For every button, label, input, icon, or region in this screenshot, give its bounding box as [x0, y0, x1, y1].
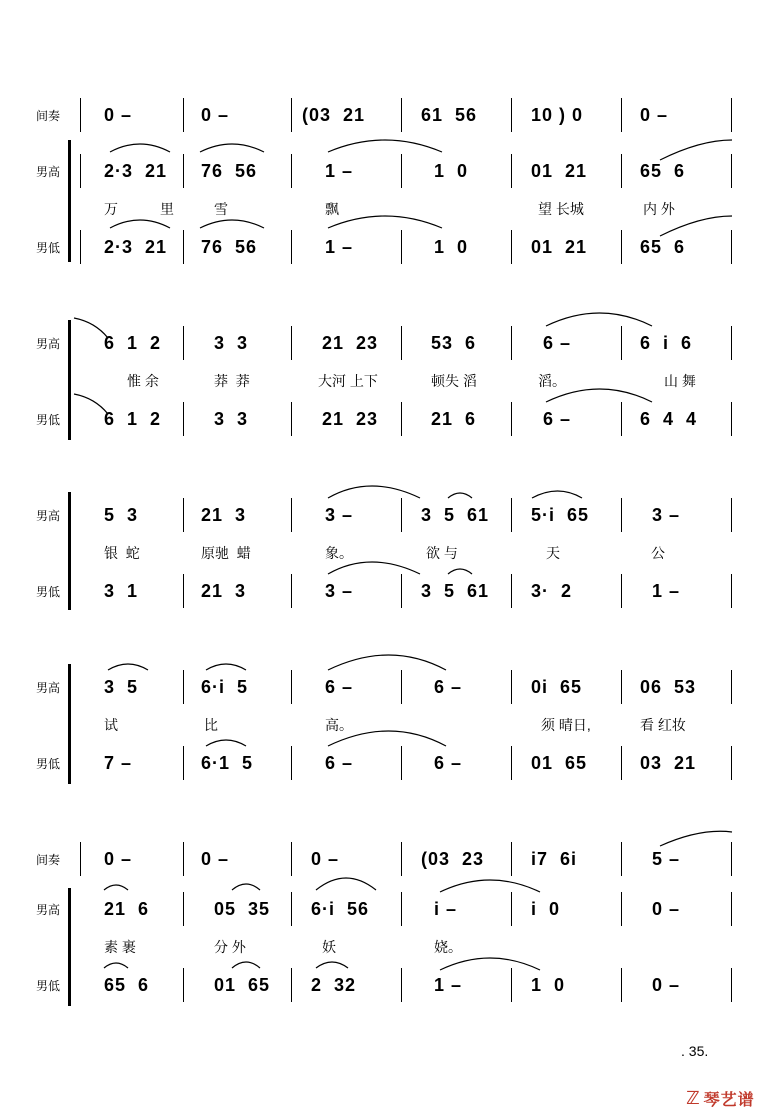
measure: 6 –	[325, 676, 354, 697]
measure: 53 6	[431, 332, 477, 353]
slur-arc	[328, 655, 446, 670]
barline	[183, 842, 184, 876]
measure: 21 6	[431, 408, 477, 429]
measure: 6 1 2	[104, 332, 162, 353]
barline	[291, 98, 292, 132]
slur-arc	[104, 885, 128, 890]
slur-arc	[328, 486, 420, 498]
lyric: 公	[651, 545, 665, 561]
barline	[621, 230, 622, 264]
measure: 3 5 61	[421, 504, 490, 525]
barline	[291, 968, 292, 1002]
measure: 6 1 2	[104, 408, 162, 429]
measure: 05 35	[214, 898, 271, 919]
barline	[621, 842, 622, 876]
lyric: 大河 上下	[318, 373, 378, 389]
lyric: 莽 莽	[214, 373, 250, 389]
barline	[401, 746, 402, 780]
measure: 0 –	[104, 104, 133, 125]
lyrics-line	[0, 713, 780, 735]
part-label: 男低	[36, 979, 61, 993]
barline	[401, 402, 402, 436]
measure: 0 –	[652, 974, 681, 995]
barline	[80, 154, 81, 188]
barline	[731, 892, 732, 926]
barline	[621, 968, 622, 1002]
barline	[291, 402, 292, 436]
measure: 21 3	[201, 580, 247, 601]
barline	[291, 154, 292, 188]
lyric: 雪	[214, 201, 228, 217]
measure: 3 5	[104, 676, 139, 697]
measure: 6 –	[543, 408, 572, 429]
measure: 1 –	[434, 974, 463, 995]
barline	[183, 574, 184, 608]
measure: 3 3	[214, 408, 249, 429]
row-tenor	[0, 670, 780, 704]
barline	[731, 326, 732, 360]
measure: (03 21	[302, 104, 366, 125]
measure: i 0	[531, 898, 561, 919]
barline	[511, 968, 512, 1002]
lyric: 素 裹	[104, 939, 136, 955]
barline	[183, 402, 184, 436]
measure: 6 4 4	[640, 408, 698, 429]
barline	[183, 670, 184, 704]
measure: 06 53	[640, 676, 697, 697]
part-label: 间奏	[36, 109, 61, 123]
lyric: 妖	[322, 939, 336, 955]
measure: 5·i 65	[531, 504, 590, 525]
measure: 1 0	[531, 974, 566, 995]
measure: 5 3	[104, 504, 139, 525]
barline	[401, 326, 402, 360]
measure: 0 –	[652, 898, 681, 919]
measure: 6·i 5	[201, 676, 249, 697]
barline	[291, 326, 292, 360]
measure: 21 6	[104, 898, 150, 919]
part-label: 间奏	[36, 853, 61, 867]
measure: 65 6	[640, 160, 686, 181]
part-label: 男低	[36, 757, 61, 771]
row-interlude	[0, 98, 780, 132]
measure: 1 0	[434, 236, 469, 257]
measure: 6 –	[325, 752, 354, 773]
slur-arc	[546, 313, 652, 326]
lyric: 山 舞	[664, 373, 696, 389]
measure: 03 21	[640, 752, 697, 773]
part-label: 男高	[36, 337, 61, 351]
part-label: 男低	[36, 241, 61, 255]
lyric: 比	[204, 717, 218, 733]
slur-arc	[328, 562, 420, 574]
measure: 3 5 61	[421, 580, 490, 601]
lyrics-line	[0, 935, 780, 957]
measure: 3 –	[325, 580, 354, 601]
measure: 2·3 21	[104, 236, 168, 257]
row-interlude	[0, 842, 780, 876]
barline	[621, 402, 622, 436]
barline	[291, 892, 292, 926]
barline	[80, 842, 81, 876]
row-bass	[0, 968, 780, 1002]
lyric: 娆。	[434, 939, 462, 955]
measure: i –	[434, 898, 458, 919]
barline	[511, 402, 512, 436]
barline	[511, 892, 512, 926]
lyric: 滔。	[538, 373, 566, 389]
barline	[291, 230, 292, 264]
lyric: 天	[546, 545, 560, 561]
barline	[731, 402, 732, 436]
lyric: 看 红妆	[640, 717, 686, 733]
barline	[80, 98, 81, 132]
measure: 0 –	[311, 848, 340, 869]
barline	[183, 746, 184, 780]
lyric: 欲 与	[426, 545, 458, 561]
lyric: 惟 余	[127, 373, 159, 389]
barline	[291, 498, 292, 532]
slur-arc	[110, 220, 170, 228]
barline	[621, 498, 622, 532]
lyric: 试	[104, 717, 118, 733]
lyric: 飘	[325, 201, 339, 217]
measure: 01 65	[214, 974, 271, 995]
barline	[621, 892, 622, 926]
barline	[401, 230, 402, 264]
barline	[183, 98, 184, 132]
row-bass	[0, 746, 780, 780]
barline	[291, 670, 292, 704]
measure: 6·i 56	[311, 898, 370, 919]
logo-text: 琴艺谱	[703, 1092, 755, 1109]
measure: 2·3 21	[104, 160, 168, 181]
slur-arc	[200, 144, 264, 152]
barline	[731, 498, 732, 532]
measure: 6 –	[434, 676, 463, 697]
barline	[731, 230, 732, 264]
lyric: 望 长城	[538, 201, 584, 217]
slur-arc	[532, 491, 582, 498]
measure: i7 6i	[531, 848, 578, 869]
measure: 65 6	[104, 974, 150, 995]
measure: 0 –	[104, 848, 133, 869]
barline	[401, 892, 402, 926]
measure: 7 –	[104, 752, 133, 773]
slur-arc	[200, 220, 264, 228]
barline	[511, 574, 512, 608]
measure: 21 23	[322, 332, 379, 353]
barline	[183, 230, 184, 264]
barline	[183, 154, 184, 188]
barline	[511, 154, 512, 188]
measure: 6 –	[434, 752, 463, 773]
barline	[621, 670, 622, 704]
measure: 01 65	[531, 752, 588, 773]
measure: 21 3	[201, 504, 247, 525]
barline	[731, 746, 732, 780]
barline	[621, 154, 622, 188]
row-tenor	[0, 892, 780, 926]
slur-arc	[110, 144, 170, 152]
barline	[511, 98, 512, 132]
barline	[183, 498, 184, 532]
measure: (03 23	[421, 848, 485, 869]
barline	[401, 968, 402, 1002]
barline	[401, 842, 402, 876]
row-tenor	[0, 498, 780, 532]
row-tenor	[0, 326, 780, 360]
barline	[291, 842, 292, 876]
part-label: 男高	[36, 509, 61, 523]
measure: 2 32	[311, 974, 357, 995]
measure: 3 –	[325, 504, 354, 525]
barline	[511, 326, 512, 360]
barline	[401, 98, 402, 132]
slur-arc	[232, 884, 260, 890]
measure: 10 ) 0	[531, 104, 584, 125]
part-label: 男高	[36, 681, 61, 695]
barline	[731, 98, 732, 132]
barline	[183, 326, 184, 360]
measure: 0 –	[640, 104, 669, 125]
lyrics-line	[0, 197, 780, 219]
row-bass	[0, 402, 780, 436]
barline	[401, 154, 402, 188]
measure: 1 –	[325, 236, 354, 257]
measure: 0 –	[201, 104, 230, 125]
measure: 01 21	[531, 160, 588, 181]
barline	[731, 842, 732, 876]
lyric: 象。	[325, 545, 353, 561]
barline	[731, 154, 732, 188]
measure: 6 i 6	[640, 332, 693, 353]
page-number: . 35.	[681, 1043, 709, 1059]
lyric: 内 外	[643, 201, 675, 217]
lyric: 里	[160, 201, 174, 217]
logo-icon: ℤ	[686, 1088, 700, 1108]
barline	[621, 98, 622, 132]
barline	[511, 498, 512, 532]
measure: 1 0	[434, 160, 469, 181]
barline	[511, 746, 512, 780]
part-label: 男低	[36, 413, 61, 427]
barline	[621, 574, 622, 608]
lyric: 原驰 蜡	[201, 545, 251, 561]
measure: 76 56	[201, 160, 258, 181]
measure: 3 1	[104, 580, 139, 601]
slur-arc	[316, 878, 376, 890]
lyric: 分 外	[214, 939, 246, 955]
barline	[511, 670, 512, 704]
part-label: 男高	[36, 165, 61, 179]
measure: 5 –	[652, 848, 681, 869]
measure: 01 21	[531, 236, 588, 257]
measure: 21 23	[322, 408, 379, 429]
measure: 6·1 5	[201, 752, 254, 773]
barline	[511, 230, 512, 264]
barline	[731, 574, 732, 608]
lyric: 顿失 滔	[431, 373, 477, 389]
part-label: 男高	[36, 903, 61, 917]
barline	[183, 968, 184, 1002]
watermark-logo	[686, 1087, 755, 1110]
measure: 61 56	[421, 104, 478, 125]
barline	[80, 230, 81, 264]
measure: 1 –	[652, 580, 681, 601]
measure: 1 –	[325, 160, 354, 181]
part-label: 男低	[36, 585, 61, 599]
measure: 76 56	[201, 236, 258, 257]
lyric: 须 晴日,	[541, 717, 591, 733]
barline	[401, 670, 402, 704]
slur-arc	[328, 140, 442, 152]
measure: 0 –	[201, 848, 230, 869]
lyric: 高。	[325, 717, 353, 733]
barline	[291, 574, 292, 608]
row-bass	[0, 230, 780, 264]
lyrics-line	[0, 541, 780, 563]
barline	[401, 498, 402, 532]
row-tenor	[0, 154, 780, 188]
lyrics-line	[0, 369, 780, 391]
barline	[183, 892, 184, 926]
barline	[621, 326, 622, 360]
lyric: 银 蛇	[104, 545, 140, 561]
barline	[731, 968, 732, 1002]
measure: 0i 65	[531, 676, 583, 697]
measure: 65 6	[640, 236, 686, 257]
slur-arc	[440, 880, 540, 892]
barline	[511, 842, 512, 876]
row-bass	[0, 574, 780, 608]
barline	[401, 574, 402, 608]
lyric: 万	[104, 201, 118, 217]
barline	[621, 746, 622, 780]
barline	[731, 670, 732, 704]
measure: 3· 2	[531, 580, 573, 601]
measure: 3 3	[214, 332, 249, 353]
measure: 6 –	[543, 332, 572, 353]
measure: 3 –	[652, 504, 681, 525]
barline	[291, 746, 292, 780]
